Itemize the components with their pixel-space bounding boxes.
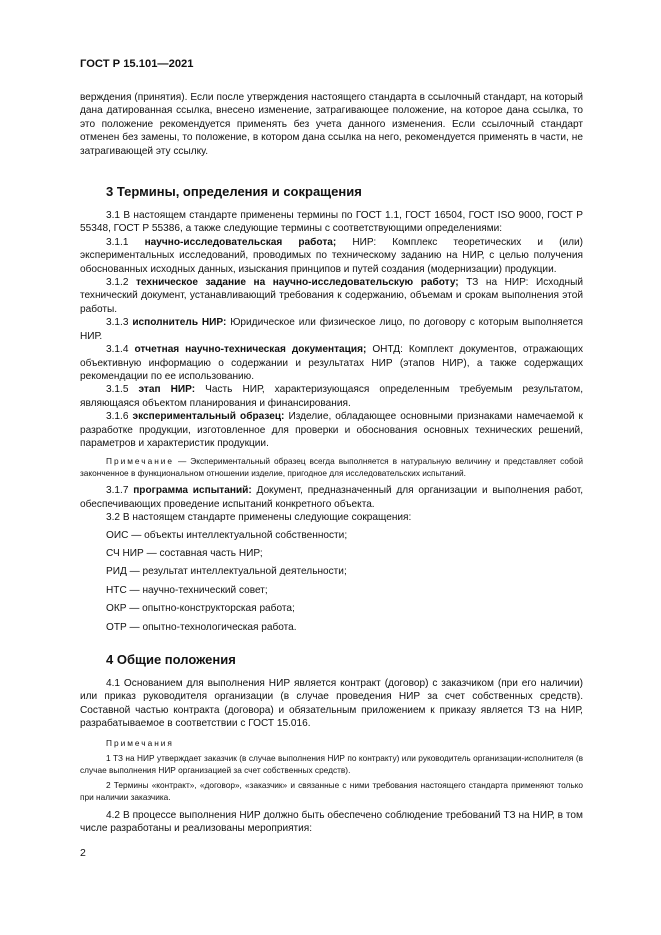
term-3-1-1: 3.1.1 научно-исследовательская работа; НИР: Комплекс теоретических и (или) экспериментальных исследований, проводимых по техническому заданию на НИР, с целью получения обоснованных исходных данных, изыскания принципов и путей создания (модернизации) продукции.	[80, 236, 583, 275]
document-body	[80, 91, 583, 835]
term-3-1-2: 3.1.2 техническое задание на научно-исследовательскую работу; ТЗ на НИР: Исходный технический документ, устанавливающий требования к содержанию, объемам и срокам выполнения этой работы.	[80, 277, 583, 315]
intro-paragraph: верждения (принятия). Если после утверждения настоящего стандарта в ссылочный стандарт, на который дана датированная ссылка, внесено изменение, затрагивающее положение, на которое дана ссылка, то это положение рекомендуется применять без учета данного изменения. Если ссылочный стандарт отменен без замены, то положение, в котором дана ссылка на него, рекомендуется применять в части, не затрагивающей эту ссылку.	[80, 92, 583, 157]
notes-label: Примечания	[106, 737, 174, 748]
note-4-1-2: 2 Термины «контракт», «договор», «заказчик» и связанные с ними требования настоящего стандарта применяют только при наличии заказчика.	[80, 779, 583, 802]
section-4-heading: 4 Общие положения	[106, 652, 236, 667]
abbreviation-list	[80, 529, 583, 634]
paragraph-3-2: 3.2 В настоящем стандарте применены следующие сокращения:	[106, 512, 412, 524]
abbreviation-item: ОКР — опытно-конструкторская работа;	[106, 603, 295, 615]
abbreviation-item: НТС — научно-технический совет;	[106, 584, 268, 596]
abbreviation-item: РИД — результат интеллектуальной деятельности;	[106, 566, 347, 578]
abbreviation-item: ОТР — опытно-технологическая работа.	[106, 621, 297, 633]
paragraph-4-1: 4.1 Основанием для выполнения НИР является контракт (договор) с заказчиком (при его наличии) или приказ руководителя организации (в случае проведения НИР за счет собственных средств). Составной частью контракта (договора) и обязательным приложением к приказу является ТЗ на НИР, разрабатываемое в соответствии с ГОСТ 15.016.	[80, 678, 583, 730]
abbreviation-item: ОИС — объекты интеллектуальной собственности;	[106, 529, 348, 541]
section-3-heading: 3 Термины, определения и сокращения	[106, 184, 362, 200]
term-3-1-4: 3.1.4 отчетная научно-техническая документация; ОНТД: Комплект документов, отражающих объективную информацию о содержании и результатах НИР (этапов НИР), а также содержащих рекомендации по ее использованию.	[80, 344, 583, 382]
term-3-1-5: 3.1.5 этап НИР: Часть НИР, характеризующаяся определенным требуемым результатом, являющаяся объектом планирования и финансирования.	[80, 384, 583, 409]
term-3-1-3: 3.1.3 исполнитель НИР: Юридическое или физическое лицо, по договору с которым выполняется НИР.	[80, 317, 584, 342]
abbreviation-item: СЧ НИР — составная часть НИР;	[106, 547, 263, 559]
paragraph-3-1: 3.1 В настоящем стандарте применены термины по ГОСТ 1.1, ГОСТ 16504, ГОСТ ISO 9000, ГОСТ Р 55348, ГОСТ Р 55386, а также следующие термины с соответствующими определениями:	[80, 210, 583, 235]
paragraph-4-2: 4.2 В процессе выполнения НИР должно быть обеспечено соблюдение требований ТЗ на НИР, в том числе разработаны и реализованы мероприятия:	[80, 809, 583, 835]
term-3-1-6: 3.1.6 экспериментальный образец: Изделие, обладающее основными признаками намечаемой к разработке продукции, изготовленное для проверки и обоснования основных технических решений, параметров и характеристик продукции.	[80, 411, 583, 449]
term-3-1-7: 3.1.7 программа испытаний: Документ, предназначенный для организации и выполнения работ, обеспечивающих проведение испытаний конкретного объекта.	[80, 485, 584, 510]
page-header: ГОСТ Р 15.101—2021	[80, 58, 194, 70]
note-3-1-6: Примечание — Экспериментальный образец всегда выполняется в натуральную величину и представляет собой законченное в функциональном отношении изделие, пригодное для исследовательских испытаний.	[80, 456, 583, 479]
note-4-1-1: 1 ТЗ на НИР утверждает заказчик (в случае выполнения НИР по контракту) или руководитель организации-исполнителя (в случае выполнения НИР организацией за счет собственных средств).	[80, 752, 583, 775]
page-number: 2	[80, 847, 86, 859]
